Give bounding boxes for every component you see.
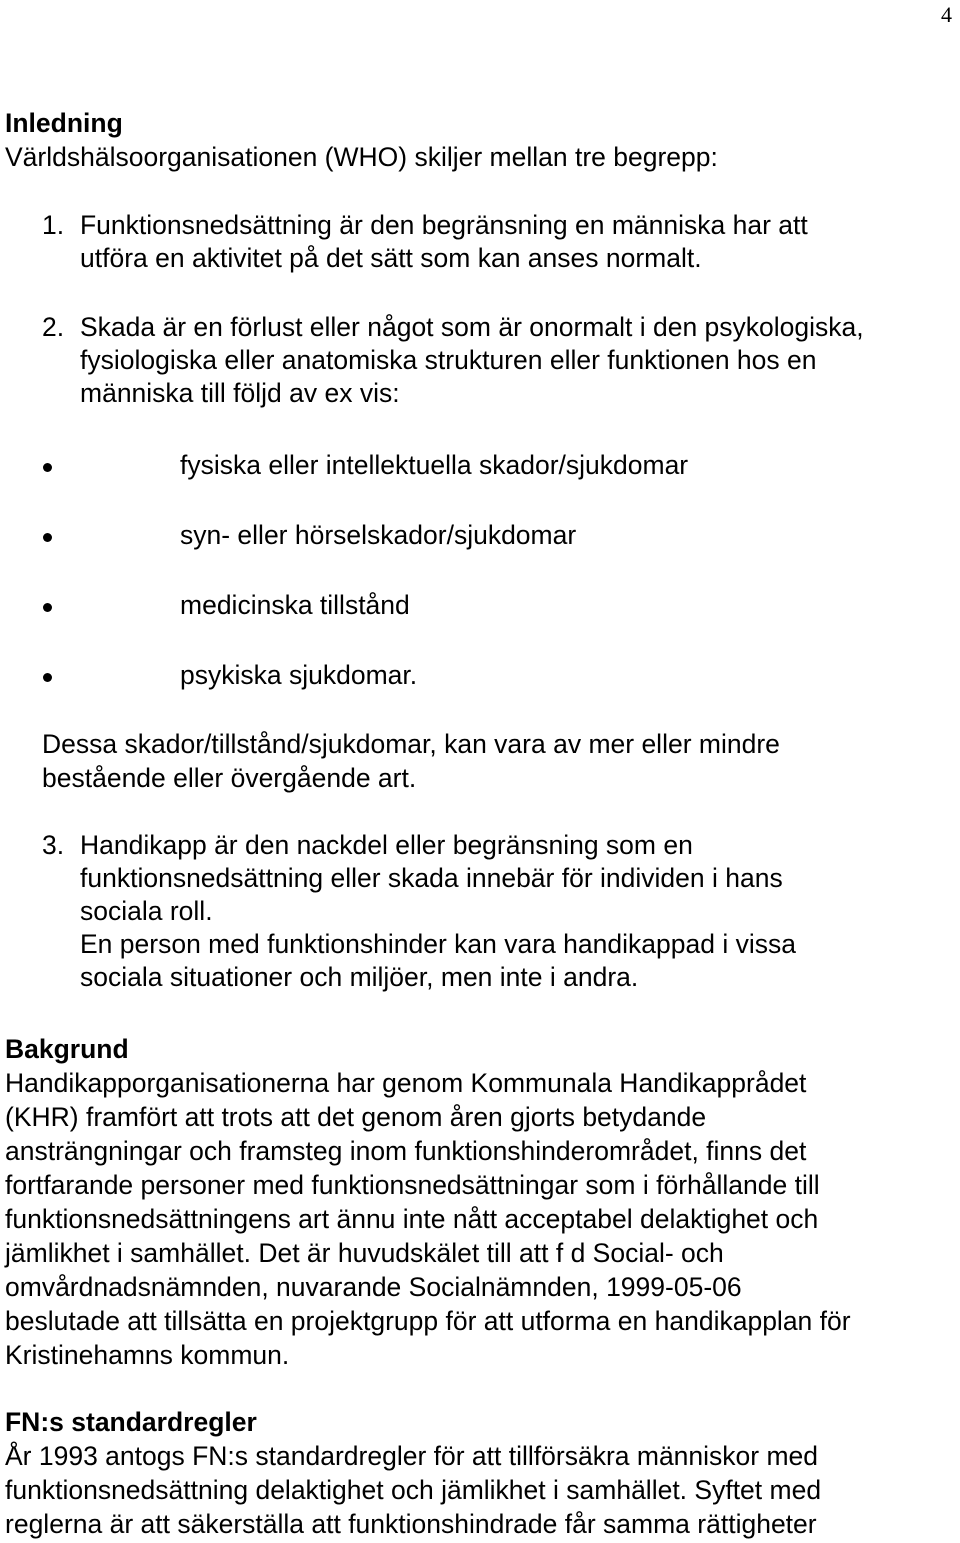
item-line: Handikapp är den nackdel eller begränsning som en (80, 830, 693, 860)
paragraph-line: jämlikhet i samhället. Det är huvudskälet till att f d Social- och (5, 1238, 724, 1268)
item-2-continuation (42, 727, 780, 795)
numbered-item-3 (0, 829, 960, 999)
item-text (80, 311, 864, 410)
item-line: Skada är en förlust eller något som är onormalt i den psykologiska, (80, 312, 864, 342)
bullet-icon (43, 603, 52, 612)
bullet-item (0, 449, 960, 483)
item-number: 2. (42, 312, 65, 342)
bullet-text: psykiska sjukdomar. (180, 660, 418, 690)
bullet-text: medicinska tillstånd (180, 590, 410, 620)
section-heading-bakgrund: Bakgrund (5, 1034, 129, 1064)
item-line: utföra en aktivitet på det sätt som kan anses normalt. (80, 243, 702, 273)
paragraph-line: (KHR) framfört att trots att det genom åren gjorts betydande (5, 1102, 707, 1132)
paragraph-line: funktionsnedsättning delaktighet och jämlikhet i samhället. Syftet med (5, 1475, 822, 1505)
bullet-item (0, 659, 960, 693)
item-text (80, 209, 808, 275)
paragraph-line: bestående eller övergående art. (42, 763, 417, 793)
item-number: 1. (42, 210, 65, 240)
item-line: människa till följd av ex vis: (80, 378, 400, 408)
paragraph-line: reglerna är att säkerställa att funktionshindrade får samma rättigheter (5, 1509, 817, 1539)
bullet-text: syn- eller hörselskador/sjukdomar (180, 520, 577, 550)
bullet-icon (43, 533, 52, 542)
intro-paragraph: Världshälsoorganisationen (WHO) skiljer mellan tre begrepp: (5, 142, 718, 172)
item-number: 3. (42, 830, 65, 860)
section-heading-inledning: Inledning (5, 108, 123, 138)
bullet-text: fysiska eller intellektuella skador/sjukdomar (180, 450, 689, 480)
numbered-item-1 (0, 209, 960, 279)
paragraph-line: Handikapporganisationerna har genom Kommunala Handikapprådet (5, 1068, 807, 1098)
item-text (80, 829, 796, 994)
item-line: sociala situationer och miljöer, men inte i andra. (80, 962, 639, 992)
paragraph-line: ansträngningar och framsteg inom funktionshinderområdet, finns det (5, 1136, 807, 1166)
bullet-item (0, 589, 960, 623)
fn-standardregler-paragraph (5, 1439, 821, 1541)
paragraph-line: fortfarande personer med funktionsnedsättningar som i förhållande till (5, 1170, 820, 1200)
page-number: 4 (941, 2, 952, 27)
numbered-item-2 (0, 311, 960, 416)
paragraph-line: År 1993 antogs FN:s standardregler för att tillförsäkra människor med (5, 1441, 819, 1471)
paragraph-line: Dessa skador/tillstånd/sjukdomar, kan vara av mer eller mindre (42, 729, 780, 759)
item-line: En person med funktionshinder kan vara handikappad i vissa (80, 929, 796, 959)
paragraph-line: Kristinehamns kommun. (5, 1340, 290, 1370)
bakgrund-paragraph (5, 1066, 851, 1372)
item-line: fysiologiska eller anatomiska strukturen eller funktionen hos en (80, 345, 817, 375)
section-heading-fn-standardregler: FN:s standardregler (5, 1407, 257, 1437)
paragraph-line: omvårdnadsnämnden, nuvarande Socialnämnden, 1999-05-06 (5, 1272, 742, 1302)
paragraph-line: funktionsnedsättningens art ännu inte nått acceptabel delaktighet och (5, 1204, 819, 1234)
paragraph-line: beslutade att tillsätta en projektgrupp för att utforma en handikapplan för (5, 1306, 851, 1336)
bullet-item (0, 519, 960, 553)
bullet-icon (43, 463, 52, 472)
item-line: sociala roll. (80, 896, 213, 926)
item-line: funktionsnedsättning eller skada innebär för individen i hans (80, 863, 783, 893)
item-line: Funktionsnedsättning är den begränsning en människa har att (80, 210, 808, 240)
bullet-icon (43, 673, 52, 682)
